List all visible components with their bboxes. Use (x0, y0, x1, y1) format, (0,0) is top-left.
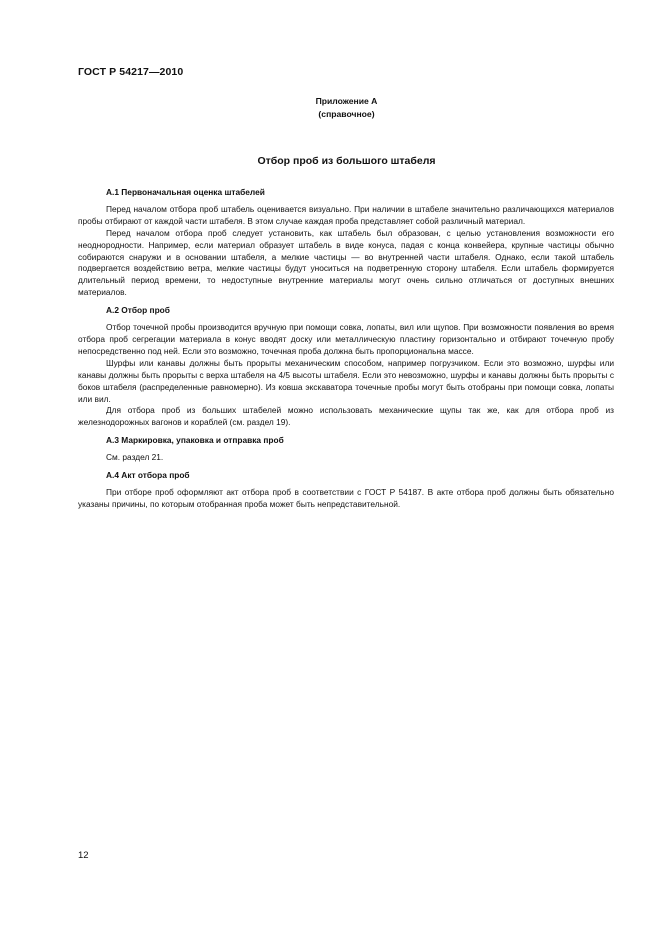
appendix-type: (справочное) (318, 109, 375, 119)
paragraph: Отбор точечной пробы производится вручную при помощи совка, лопаты, вил или щупов. При возможности появления во время отбора проб сегрегации материала в конус вводят доску или металлическую пластину горизонтально и отбирают точечную пробу непосредственно под ней. Если это возможно, точечная проба должна быть пропорциональна массе. (78, 322, 614, 356)
section-heading: А.4 Акт отбора проб (106, 470, 190, 481)
paragraph: Для отбора проб из больших штабелей можно использовать механические щупы так же, как для отбора проб из железнодорожных вагонов и кораблей (см. раздел 19). (78, 405, 614, 428)
document-body (78, 187, 614, 517)
paragraph: См. раздел 21. (106, 452, 164, 463)
paragraph: При отборе проб оформляют акт отбора проб в соответствии с ГОСТ Р 54187. В акте отбора проб должны быть обязательно указаны причины, по которым отобранная проба может быть непредставительной. (78, 486, 614, 509)
appendix-label: Приложение А (315, 96, 378, 106)
paragraph: Перед началом отбора проб следует установить, как штабель был образован, с целью установления возможности его неоднородности. Например, если материал образует штабель в виде конуса, падая с конца конвейера, крупные частицы обычно собираются снаружи и в основании штабеля, а мелкие частицы — во внутренней части штабеля. Однако, если такой штабель подвергается воздействию ветра, мелкие частицы будут уноситься на подветренную сторону штабеля. Если штабель формируется длительный период времени, то недоступные внутренние материалы могут очень сильно отличаться от доступных внешних материалов. (78, 227, 614, 298)
section-a4 (78, 470, 614, 511)
section-a3 (78, 435, 614, 464)
section-heading: А.1 Первоначальная оценка штабелей (106, 187, 265, 197)
document-header: ГОСТ Р 54217—2010 (78, 66, 184, 78)
paragraph: Шурфы или канавы должны быть прорыты механическим способом, например погрузчиком. Если это возможно, шурфы или канавы должны быть прорыты с верха штабеля на 4/5 высоты штабеля. Если это невозможно, шурфы и канавы должны быть прорыты с боков штабеля (распределенные равномерно). Из ковша экскаватора точечные пробы могут быть отобраны при помощи совка, лопаты или вил. (78, 357, 614, 404)
section-heading: А.2 Отбор проб (106, 305, 170, 316)
section-a1 (78, 187, 614, 299)
section-a2 (78, 305, 614, 429)
page-number: 12 (78, 850, 89, 861)
paragraph: Перед началом отбора проб штабель оценивается визуально. При наличии в штабеле значительно различающихся материалов пробы отбирают от каждой части штабеля. В этом случае каждая проба представляет собой различный материал. (78, 203, 614, 226)
page-title: Отбор проб из большого штабеля (257, 155, 436, 167)
section-heading: А.3 Маркировка, упаковка и отправка проб (106, 435, 284, 446)
